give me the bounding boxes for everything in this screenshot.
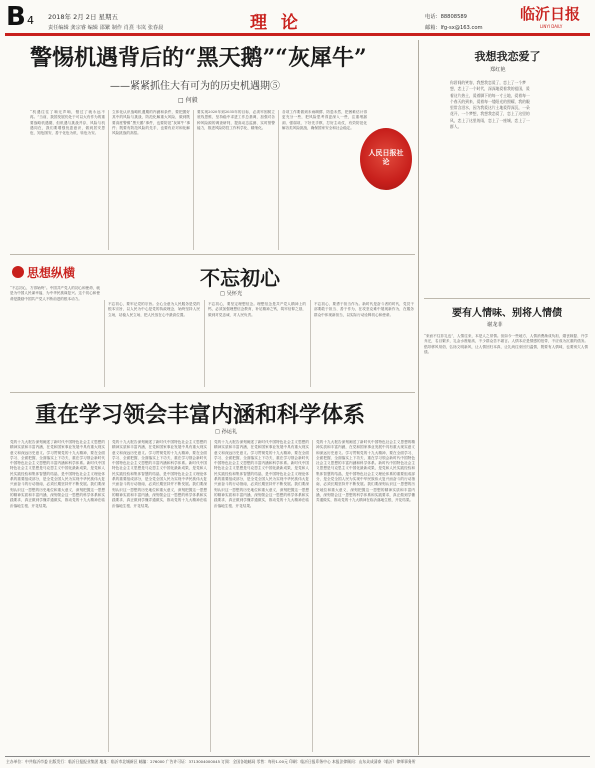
author-square-icon: □ — [178, 97, 186, 104]
article1-author: 何毅 — [185, 97, 198, 104]
phone: 电话：88808589 — [425, 14, 467, 20]
divider — [204, 300, 205, 387]
author-square-icon: □ — [220, 291, 227, 297]
section-title: 理 论 — [250, 13, 302, 33]
divider — [312, 440, 313, 752]
peoples-daily-seal — [360, 128, 412, 190]
column-label: 思想纵横 — [27, 266, 76, 280]
article1-col3: 要实现2020年到2035年的目标，必须牢固树立底线思维，坚持稳中求进工作总基调，加强对各种风险源的调查研判，提高动态监测、实时预警能力，推进风险防控工作科学化、精细化。 — [197, 110, 275, 130]
divider — [104, 300, 105, 387]
article2-col3: 不忘初心，要勇于担当作为。新时代是奋斗者的时代，党员干部要敢于担当、善于作为，在攻坚克难中展现新作为，在服务群众中体现新担当，以实际行动诠释初心和使命。 — [314, 302, 414, 317]
article3-col1: 党的十九大报告深刻阐述了新时代中国特色社会主义思想的精神实质和丰富内涵，在党和国家事业发展中具有重大现实意义和深远历史意义。学习贯彻党的十九大精神，要在全面学习、全面把握、全面落实上下功夫，重在学习领会新时代中国特色社会主义思想的丰富内涵和科学体系。新时代中国特色社会主义思想是马克思主义中国化最新成果，是党和人民实践经验和集体智慧的结晶，是中国特色社会主义理论体系的重要组成部分，是全党全国人民为实现中华民族伟大复兴而奋斗的行动指南，必须长期坚持并不断发展。我们要深刻认识这一思想的历史地位和重大意义，深刻把握这一思想的精神实质和丰富内涵，深刻领会这一思想的科学体系和实践要求，真正做到学懂弄通做实，推动党的十九大精神在临沂落地生根、开花结果。 — [10, 440, 105, 508]
divider — [108, 440, 109, 752]
poem-title: 我想我恋爱了 — [474, 50, 541, 63]
article1-col1: “机遇往往了响无声响，错过了就永远不再。”当前，我国发展仍处于可以大有作为的重要战略机遇期，但机遇与挑战并存，风险与机遇同在，我们要增强忧患意识，做到居安思危、知危图安，善于化危为机、转危为安。 — [30, 110, 105, 136]
masthead-logo: 临沂日报 — [520, 5, 581, 23]
article2-byline — [220, 290, 242, 297]
section-divider — [10, 254, 415, 255]
poem-text: 你唇间的笑容，我想我恋爱了，恋上了一个梦想，恋上了一个时代，深深地爱着我的祖国，爱着这片热土，爱着脚下的每一寸土地，爱着每一个春天的到来，爱着每一缕阳光的照耀，我的眼里常含泪水，因为我爱这片土地爱得深沉，一朵花开，一个梦想，我想我恋爱了，恋上了这里的风，恋上了这里的雨，恋上了一座城，恋上了一群人。 — [450, 80, 530, 130]
editor-line: 责任编辑 龚宗睿 编辑 邵繁 制作 肖熹 韦岚 张春晨 — [48, 25, 164, 31]
header-rule — [5, 33, 590, 36]
divider — [210, 440, 211, 752]
sidebar-divider — [418, 40, 419, 755]
footer-text: 主办单位：中共临沂市委 出版发行：临沂日报报业集团 地址：临沂市北城新区 邮编：276000 广告许可证：3713004000045 订阅：全国各地邮局 零售：每份1.00元 印刷：临沂日报印务中心 本报法律顾问：山东众成清泰（临沂）律师事务所 — [6, 759, 416, 764]
article2-title: 不忘初心 — [200, 266, 280, 290]
article2-col-side: “不忘初心，方得始终”。中国共产党人的初心和使命，就是为中国人民谋幸福，为中华民族谋复兴。这个初心和使命是激励中国共产党人不断前进的根本动力。 — [10, 286, 100, 301]
article3-title: 重在学习领会丰富内涵和科学体系 — [35, 402, 366, 428]
author-square-icon: □ — [215, 429, 222, 435]
essay-author: 谢龙菲 — [487, 322, 503, 328]
page-letter: B — [6, 2, 26, 32]
article3-col3: 党的十九大报告深刻阐述了新时代中国特色社会主义思想的精神实质和丰富内涵，在党和国家事业发展中具有重大现实意义和深远历史意义。学习贯彻党的十九大精神，要在全面学习、全面把握、全面落实上下功夫，重在学习领会新时代中国特色社会主义思想的丰富内涵和科学体系。新时代中国特色社会主义思想是马克思主义中国化最新成果，是党和人民实践经验和集体智慧的结晶，是中国特色社会主义理论体系的重要组成部分，是全党全国人民为实现中华民族伟大复兴而奋斗的行动指南，必须长期坚持并不断发展。我们要深刻认识这一思想的历史地位和重大意义，深刻把握这一思想的精神实质和丰富内涵，深刻领会这一思想的科学体系和实践要求，真正做到学懂弄通做实，推动党的十九大精神在临沂落地生根、开花结果。 — [214, 440, 309, 508]
footer-rule — [5, 756, 590, 757]
divider — [310, 300, 311, 387]
page-number: 4 — [27, 14, 34, 27]
article3-byline — [215, 428, 237, 435]
article2-col1: 不忘初心，要牢记党的宗旨。全心全意为人民服务是党的根本宗旨，以人民为中心是党的执政理念，始终坚持人民立场，站稳人民立场，把人民放在心中最高位置。 — [108, 302, 200, 317]
divider — [278, 110, 279, 250]
article3-col4: 党的十九大报告深刻阐述了新时代中国特色社会主义思想的精神实质和丰富内涵，在党和国家事业发展中具有重大现实意义和深远历史意义。学习贯彻党的十九大精神，要在全面学习、全面把握、全面落实上下功夫，重在学习领会新时代中国特色社会主义思想的丰富内涵和科学体系。新时代中国特色社会主义思想是马克思主义中国化最新成果，是党和人民实践经验和集体智慧的结晶，是中国特色社会主义理论体系的重要组成部分，是全党全国人民为实现中华民族伟大复兴而奋斗的行动指南，必须长期坚持并不断发展。我们要深刻认识这一思想的历史地位和重大意义，深刻把握这一思想的精神实质和丰富内涵，深刻领会这一思想的科学体系和实践要求，真正做到学懂弄通做实，推动党的十九大精神在临沂落地生根、开花结果。 — [316, 440, 415, 503]
masthead-sub: LINYI DAILY — [540, 24, 563, 29]
section-divider — [10, 392, 415, 393]
column-label-box — [10, 264, 110, 281]
divider — [108, 110, 109, 250]
article3-author: 孙运礼 — [221, 429, 238, 435]
essay-title: 要有人情味、别将人情债 — [452, 308, 562, 319]
article1-subtitle: ——紧紧抓住大有可为的历史机遇期⑤ — [110, 81, 280, 92]
article1-byline — [178, 95, 198, 104]
section-divider — [424, 298, 590, 299]
article1-title: 警惕机遇背后的“黑天鹅”“灰犀牛” — [30, 45, 367, 71]
divider — [193, 110, 194, 250]
issue-date: 2018年 2月 2日 星期五 — [48, 13, 119, 21]
article2-col2: 不忘初心，要坚定理想信念。理想信念是共产党人精神上的钙，必须加强理想信念教育，补足精神之钙，筑牢信仰之基，做到对党忠诚、对人民负责。 — [208, 302, 306, 317]
seal-text: 人民日报社论 — [368, 148, 404, 166]
email: 邮箱：lfg-sx@163.com — [425, 25, 483, 31]
article3-col2: 党的十九大报告深刻阐述了新时代中国特色社会主义思想的精神实质和丰富内涵，在党和国家事业发展中具有重大现实意义和深远历史意义。学习贯彻党的十九大精神，要在全面学习、全面把握、全面落实上下功夫，重在学习领会新时代中国特色社会主义思想的丰富内涵和科学体系。新时代中国特色社会主义思想是马克思主义中国化最新成果，是党和人民实践经验和集体智慧的结晶，是中国特色社会主义理论体系的重要组成部分，是全党全国人民为实现中华民族伟大复兴而奋斗的行动指南，必须长期坚持并不断发展。我们要深刻认识这一思想的历史地位和重大意义，深刻把握这一思想的精神实质和丰富内涵，深刻领会这一思想的科学体系和实践要求，真正做到学懂弄通做实，推动党的十九大精神在临沂落地生根、开花结果。 — [112, 440, 207, 508]
essay-col: “来而不往非礼也”，人情往来，本是人之常情。但如今一些地方，人情消费渐成负担，婚丧嫁娶、升学乔迁，名目繁多，礼金水涨船高，不少群众苦不堪言。人情本应是情感的纽带，不应成为沉重的债务。倡导移风易俗，弘扬文明新风，让人情回归本真，让礼尚往来回归温情，既要有人情味，也要别欠人情债。 — [424, 334, 588, 354]
poem-author: 郑红艳 — [490, 67, 506, 73]
article1-col2: 立体化认识战略机遇期的内涵和条件，要把握好其中的风险与挑战，防范化解重大风险，做到既要高度警惕“黑天鹅”事件，也要防范“灰犀牛”事件；既要有防范风险的先手，也要有应对和化解风险挑战的高招。 — [112, 110, 190, 136]
article1-col4: 各项工作要做到未雨绸缪、防患未然，把困难估计得更充分一些，把风险思考得更深入一些，注重堵漏洞、强弱项，下好先手棋、打好主动仗，有效防范化解各类风险挑战，确保国家安全和社会稳定。 — [282, 110, 367, 130]
article2-author: 吴怀光 — [226, 291, 243, 297]
column-icon — [12, 266, 24, 278]
